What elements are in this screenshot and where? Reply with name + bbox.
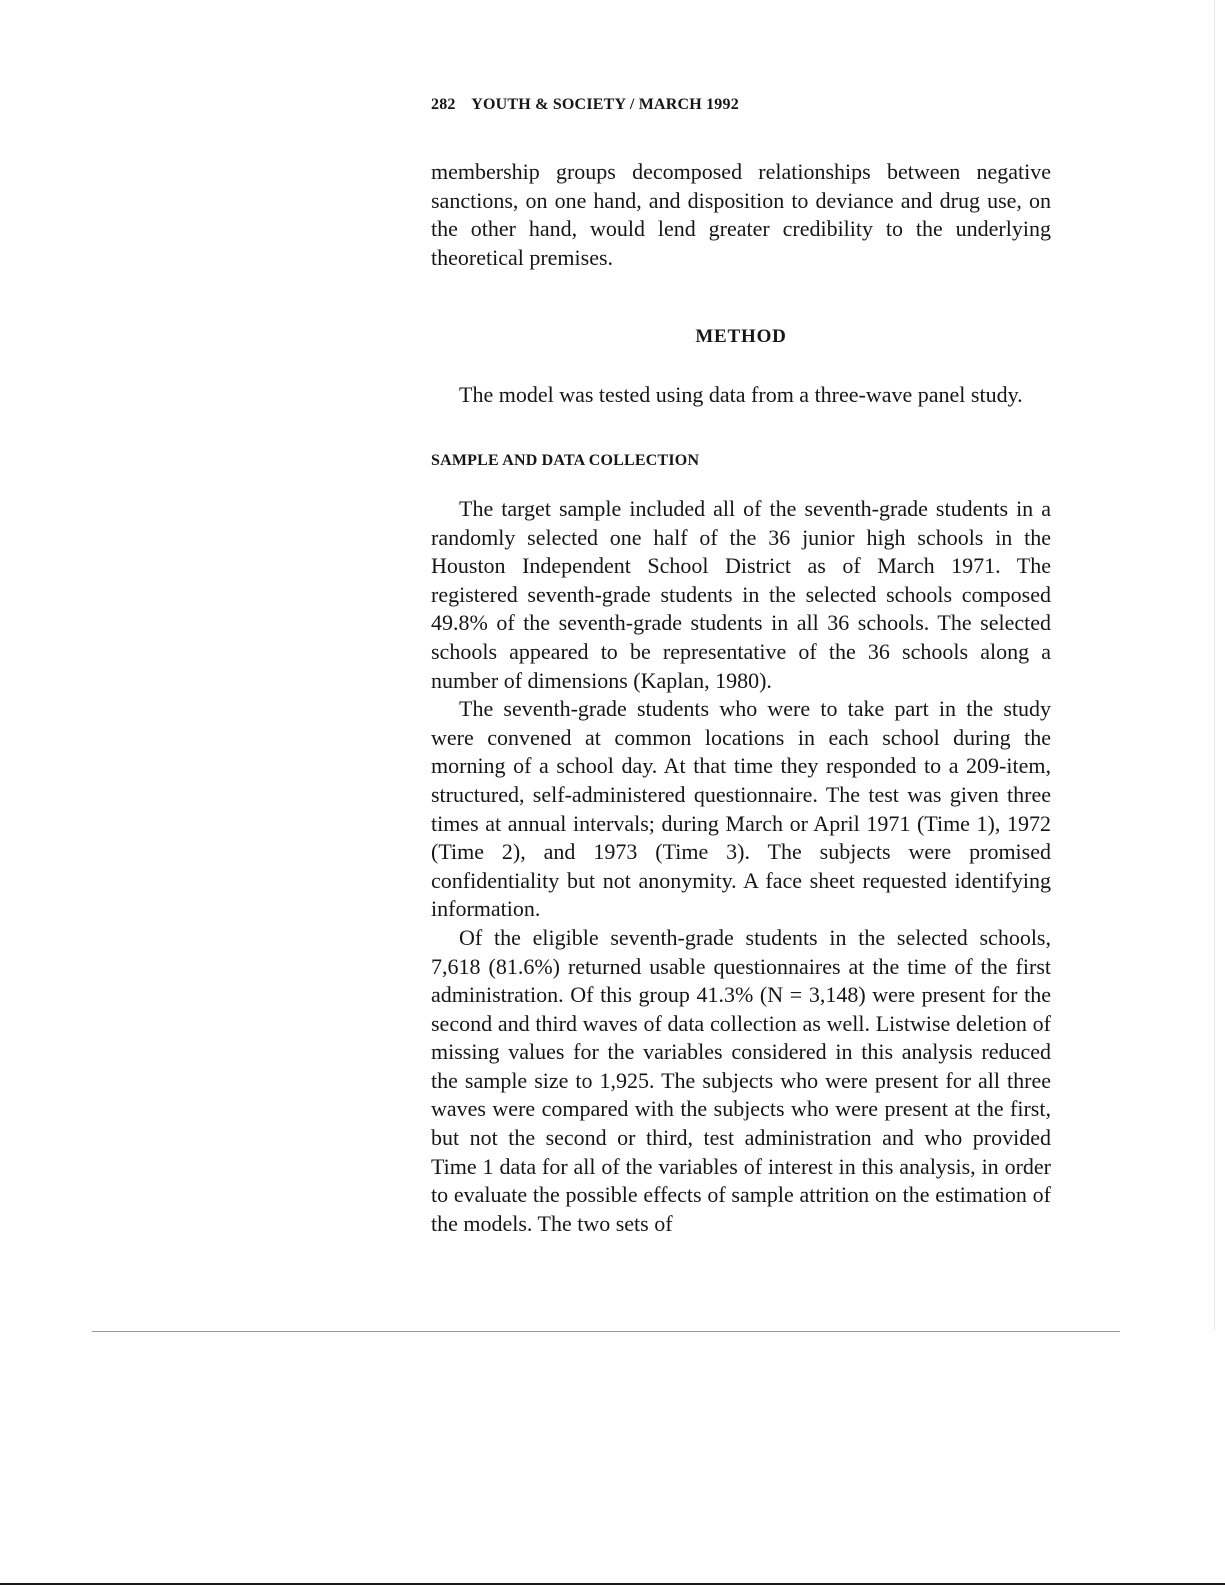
body-paragraph-3: Of the eligible seventh-grade students in the selected schools, 7,618 (81.6%) returned usable questionnaires at the time of the first administration. Of this group 41.3% (N = 3,148) were present for the second and third waves of data collection as well. Listwise deletion of missing values for the variables considered in this analysis reduced the sample size to 1,925. The subjects who were present for all three waves were compared with the subjects who were present at the first, but not the second or third, test administration and who provided Time 1 data for all of the variables of interest in this analysis, in order to evaluate the possible effects of sample attrition on the estimation of the models. The two sets of <box>431 924 1051 1236</box>
subsection-heading: SAMPLE AND DATA COLLECTION <box>431 452 700 469</box>
intro-paragraph-block <box>431 158 1051 272</box>
body-text <box>431 495 1051 1238</box>
body-paragraph-1: The target sample included all of the seventh-grade students in a randomly selected one half of the 36 junior high schools in the Houston Independent School District as of March 1971. The registered seventh-grade students in the selected schools composed 49.8% of the seventh-grade students in all 36 schools. The selected schools appeared to be representative of the 36 schools along a number of dimensions (Kaplan, 1980). <box>431 496 1051 693</box>
method-intro-block <box>431 381 1051 410</box>
body-paragraph-2: The seventh-grade students who were to take part in the study were convened at common locations in each school during the morning of a school day. At that time they responded to a 209-item, structured, self-administered questionnaire. The test was given three times at annual intervals; during March or April 1971 (Time 1), 1972 (Time 2), and 1973 (Time 3). The subjects were promised confidentiality but not anonymity. A face sheet requested identifying information. <box>431 696 1051 922</box>
scan-edge-line <box>1214 0 1215 1330</box>
intro-paragraph: membership groups decomposed relationships between negative sanctions, on one hand, and disposition to deviance and drug use, on the other hand, would lend greater credibility to the underlying theoretical premises. <box>431 159 1051 270</box>
method-intro-paragraph: The model was tested using data from a three-wave panel study. <box>459 382 1023 407</box>
section-heading: METHOD <box>695 326 787 347</box>
page-bottom-rule <box>92 1331 1120 1332</box>
page-number: 282 <box>431 96 456 113</box>
journal-title: YOUTH & SOCIETY / MARCH 1992 <box>471 96 739 113</box>
running-head <box>431 96 739 114</box>
